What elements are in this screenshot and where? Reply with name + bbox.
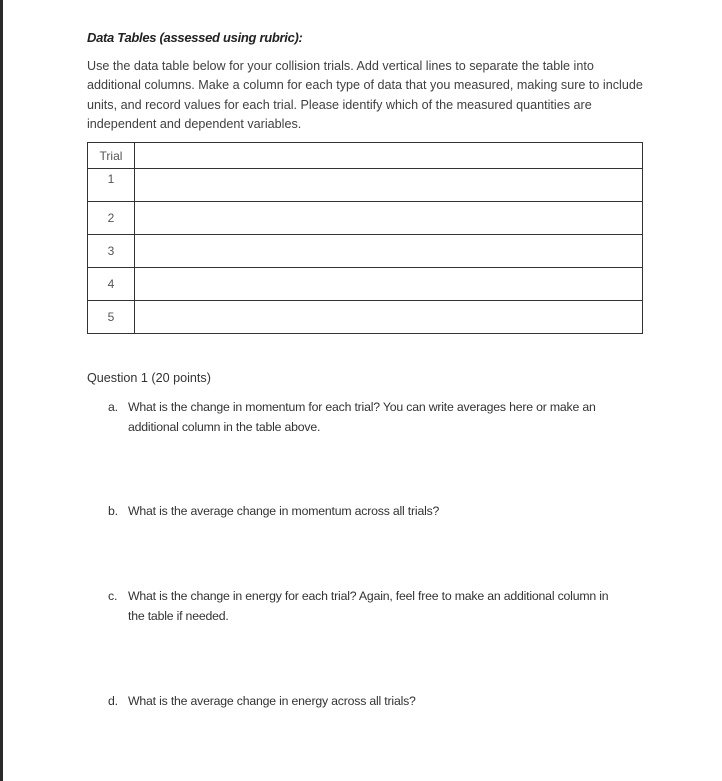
trial-number: 4 bbox=[88, 268, 135, 301]
question-item-a bbox=[108, 398, 628, 437]
question-letter: d. bbox=[108, 694, 118, 708]
question-text: What is the average change in momentum across all trials? bbox=[128, 504, 440, 518]
table-row bbox=[88, 169, 643, 202]
trial-number: 1 bbox=[88, 169, 135, 202]
question-text: What is the change in energy for each trial? Again, feel free to make an additional column in the table if needed. bbox=[128, 589, 609, 623]
table-cell-empty[interactable] bbox=[135, 235, 643, 268]
question-item-d bbox=[108, 692, 628, 712]
question-letter: a. bbox=[108, 400, 118, 414]
question-item-c bbox=[108, 587, 628, 626]
table-cell-empty[interactable] bbox=[135, 202, 643, 235]
data-table[interactable] bbox=[87, 142, 643, 334]
instructions-paragraph: Use the data table below for your collision trials. Add vertical lines to separate the table into additional columns. Make a column for each type of data that you measured, making sure to include units, and record values for each trial. Please identify which of the measured quantities are independent and dependent variables. bbox=[87, 59, 643, 131]
question-text: What is the average change in energy across all trials? bbox=[128, 694, 416, 708]
table-row bbox=[88, 235, 643, 268]
table-cell-empty[interactable] bbox=[135, 169, 643, 202]
page-left-border bbox=[0, 0, 3, 781]
table-cell-empty[interactable] bbox=[135, 301, 643, 334]
question-letter: c. bbox=[108, 589, 118, 603]
table-row bbox=[88, 301, 643, 334]
table-cell-empty[interactable] bbox=[135, 143, 643, 169]
trial-number: 3 bbox=[88, 235, 135, 268]
table-row bbox=[88, 268, 643, 301]
table-cell-empty[interactable] bbox=[135, 268, 643, 301]
trial-number: 2 bbox=[88, 202, 135, 235]
question-title: Question 1 (20 points) bbox=[87, 371, 211, 385]
question-letter: b. bbox=[108, 504, 118, 518]
table-row bbox=[88, 202, 643, 235]
table-header-row bbox=[88, 143, 643, 169]
trial-number: 5 bbox=[88, 301, 135, 334]
trial-header: Trial bbox=[88, 143, 135, 169]
question-item-b bbox=[108, 502, 628, 522]
section-heading: Data Tables (assessed using rubric): bbox=[87, 30, 303, 45]
question-text: What is the change in momentum for each trial? You can write averages here or make an additional column in the table above. bbox=[128, 400, 596, 434]
